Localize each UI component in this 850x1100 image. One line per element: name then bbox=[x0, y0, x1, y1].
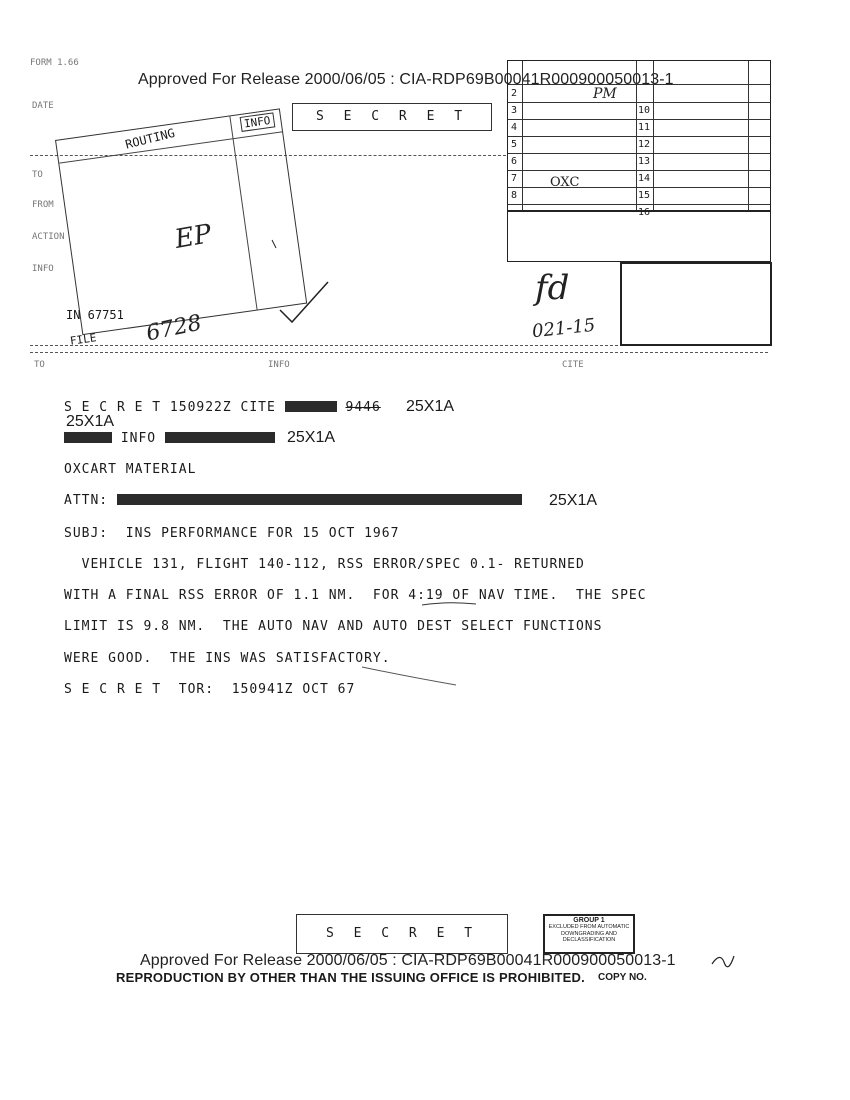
grid-number: 11 bbox=[638, 122, 651, 133]
footer-classification-text: S E C R E T bbox=[325, 926, 479, 941]
pm-handwriting: PM bbox=[593, 86, 617, 102]
group-title: GROUP 1 bbox=[573, 917, 605, 924]
file-label: FILE bbox=[69, 331, 98, 348]
grid-number: 10 bbox=[638, 105, 651, 116]
form-number-label: FORM 1.66 bbox=[30, 58, 79, 68]
group-1-stamp bbox=[543, 914, 635, 954]
closing-line: S E C R E T TOR: 150941Z OCT 67 bbox=[64, 682, 356, 697]
copy-number-label: COPY NO. bbox=[598, 972, 647, 983]
classification-text: S E C R E T bbox=[315, 109, 469, 124]
grid-number: 12 bbox=[638, 139, 651, 150]
grid-number: 15 bbox=[638, 190, 651, 201]
underline-mark bbox=[420, 600, 480, 608]
redaction-block bbox=[165, 432, 275, 443]
pen-stroke bbox=[360, 663, 460, 689]
form-divider bbox=[30, 352, 768, 353]
redaction-block bbox=[64, 432, 112, 443]
handwritten-initials: fd bbox=[535, 268, 570, 308]
grid-number: 8 bbox=[511, 190, 518, 201]
attn-label: ATTN: bbox=[64, 493, 109, 508]
grid-number: 13 bbox=[638, 156, 651, 167]
attn-line bbox=[64, 493, 522, 508]
handwritten-date: 021-15 bbox=[531, 314, 597, 343]
distribution-grid bbox=[507, 60, 771, 218]
footer-classification-box bbox=[296, 914, 508, 954]
grid-number: 6 bbox=[511, 156, 518, 167]
group-text: EXCLUDED FROM AUTOMATIC DOWNGRADING AND DECLASSIFICATION bbox=[548, 924, 630, 943]
action-label: ACTION bbox=[32, 232, 65, 242]
info-label-msg: INFO bbox=[120, 431, 157, 446]
subject-line: OXCART MATERIAL bbox=[64, 462, 197, 477]
grid-number: 16 bbox=[638, 207, 651, 218]
exemption-code: 25X1A bbox=[406, 398, 455, 415]
message-prefix: S E C R E T 150922Z CITE bbox=[64, 400, 276, 415]
body-line: WERE GOOD. THE INS WAS SATISFACTORY. bbox=[64, 651, 391, 666]
redaction-block bbox=[117, 494, 522, 505]
info-line bbox=[64, 431, 275, 446]
exemption-code: 25X1A bbox=[287, 429, 336, 446]
from-label: FROM bbox=[32, 200, 54, 210]
grid-number: 7 bbox=[511, 173, 518, 184]
info-label: INFO bbox=[32, 264, 54, 274]
cite-number: 9446 bbox=[345, 400, 381, 415]
pen-flourish bbox=[710, 950, 740, 980]
bottom-cite-label: CITE bbox=[562, 360, 584, 370]
grid-number: 14 bbox=[638, 173, 651, 184]
routing-info-header: INFO bbox=[239, 112, 275, 132]
subj-line: SUBJ: INS PERFORMANCE FOR 15 OCT 1967 bbox=[64, 526, 400, 541]
body-line: WITH A FINAL RSS ERROR OF 1.1 NM. FOR 4:19 OF NAV TIME. THE SPEC bbox=[64, 588, 647, 603]
in-number: IN 67751 bbox=[66, 308, 124, 322]
grid-number: 5 bbox=[511, 139, 518, 150]
to-label: TO bbox=[32, 170, 43, 180]
bottom-to-label: TO bbox=[34, 360, 45, 370]
body-line: LIMIT IS 9.8 NM. THE AUTO NAV AND AUTO DEST SELECT FUNCTIONS bbox=[64, 619, 603, 634]
redaction-block bbox=[285, 401, 337, 412]
check-mark-icon bbox=[262, 200, 332, 330]
oxc-mark: OXC bbox=[550, 175, 580, 190]
bottom-info-label: INFO bbox=[268, 360, 290, 370]
grid-footer-box bbox=[507, 210, 771, 262]
date-label: DATE bbox=[32, 101, 54, 111]
grid-number: 2 bbox=[511, 88, 518, 99]
routing-title: ROUTING bbox=[123, 125, 177, 152]
grid-number: 4 bbox=[511, 122, 518, 133]
body-line: VEHICLE 131, FLIGHT 140-112, RSS ERROR/SPEC 0.1- RETURNED bbox=[64, 557, 585, 572]
classification-box bbox=[292, 103, 492, 131]
release-header: Approved For Release 2000/06/05 : CIA-RDP69B00041R000900050013-1 bbox=[138, 71, 674, 88]
release-footer: Approved For Release 2000/06/05 : CIA-RDP69B00041R000900050013-1 bbox=[140, 952, 676, 969]
grid-number: 3 bbox=[511, 105, 518, 116]
routing-initials: EP bbox=[172, 219, 214, 255]
stamp-box bbox=[620, 262, 772, 346]
reproduction-notice: REPRODUCTION BY OTHER THAN THE ISSUING OFFICE IS PROHIBITED. bbox=[116, 970, 585, 985]
exemption-code: 25X1A bbox=[66, 413, 115, 430]
file-number-handwritten: 6728 bbox=[144, 310, 204, 347]
exemption-code: 25X1A bbox=[549, 492, 598, 509]
